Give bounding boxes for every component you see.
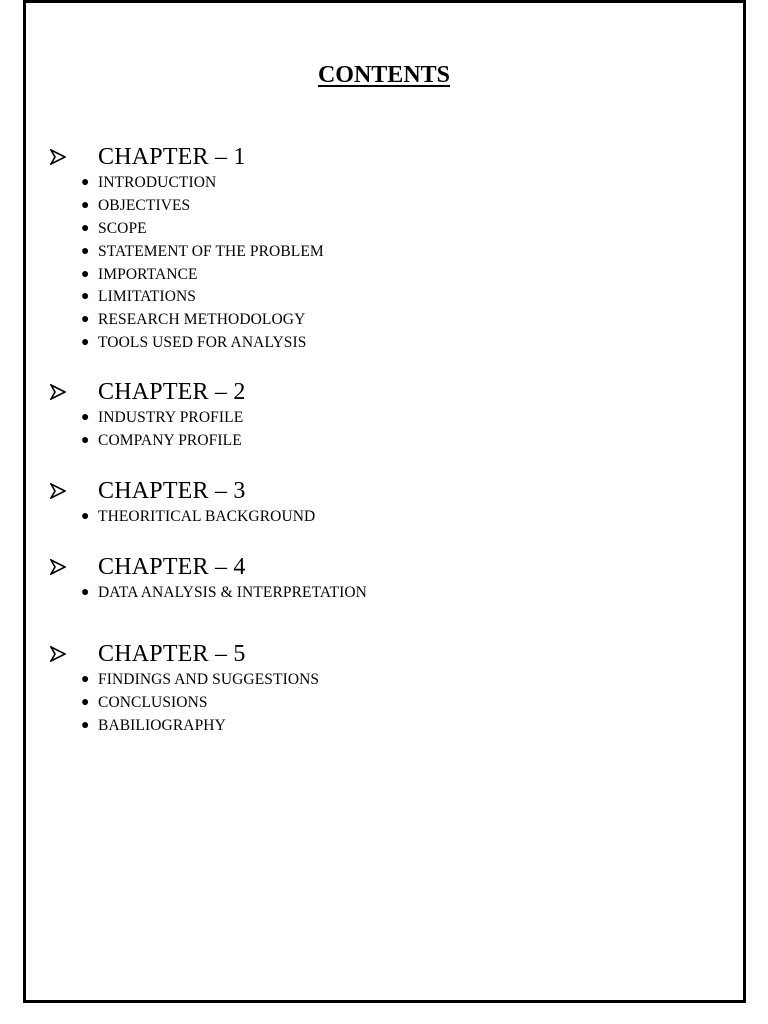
bullet-icon: ● xyxy=(81,433,90,449)
list-item: ● LIMITATIONS xyxy=(81,288,197,306)
chapter-4-section xyxy=(50,552,730,605)
page-border-shadow-bottom xyxy=(23,1002,744,1003)
bullet-icon: ● xyxy=(81,672,90,688)
chapter-title: CHAPTER – 4 xyxy=(98,553,246,580)
bullet-icon: ● xyxy=(81,175,90,191)
chapter-item-list xyxy=(50,506,730,529)
list-item: ● OBJECTIVES xyxy=(81,197,191,215)
list-item: ● COMPANY PROFILE xyxy=(81,432,242,450)
list-item: ● INDUSTRY PROFILE xyxy=(81,409,244,427)
list-item: ● THEORITICAL BACKGROUND xyxy=(81,508,316,526)
chapter-1-section xyxy=(50,142,730,354)
chapter-heading xyxy=(50,476,730,506)
list-item: ● STATEMENT OF THE PROBLEM xyxy=(81,242,324,260)
chapter-heading xyxy=(50,639,730,669)
arrowhead-bullet-icon xyxy=(50,559,98,575)
list-item: ● SCOPE xyxy=(81,219,147,237)
chapter-item-list xyxy=(50,172,730,354)
list-item: ● IMPORTANCE xyxy=(81,265,198,283)
arrowhead-bullet-icon xyxy=(50,384,98,400)
page-border-shadow-right xyxy=(743,0,744,1002)
bullet-icon: ● xyxy=(81,243,90,259)
chapter-3-section xyxy=(50,476,730,529)
list-item: ● BABILIOGRAPHY xyxy=(81,716,226,734)
chapter-item-list xyxy=(50,407,730,453)
bullet-icon: ● xyxy=(81,410,90,426)
bullet-icon: ● xyxy=(81,266,90,282)
chapter-2-section xyxy=(50,377,730,453)
arrowhead-bullet-icon xyxy=(50,483,98,499)
bullet-icon: ● xyxy=(81,289,90,305)
list-item: ● DATA ANALYSIS & INTERPRETATION xyxy=(81,584,367,602)
page-title: CONTENTS xyxy=(317,62,451,88)
arrowhead-bullet-icon xyxy=(50,149,98,165)
chapter-item-list xyxy=(50,582,730,605)
list-item: ● CONCLUSIONS xyxy=(81,694,208,712)
chapter-title: CHAPTER – 5 xyxy=(98,640,246,667)
chapter-title: CHAPTER – 3 xyxy=(98,477,246,504)
bullet-icon: ● xyxy=(81,334,90,350)
bullet-icon: ● xyxy=(81,717,90,733)
chapter-heading xyxy=(50,142,730,172)
list-item: ● INTRODUCTION xyxy=(81,174,217,192)
bullet-icon: ● xyxy=(81,509,90,525)
chapter-item-list xyxy=(50,669,730,737)
chapter-title: CHAPTER – 1 xyxy=(98,143,246,170)
bullet-icon: ● xyxy=(81,198,90,214)
bullet-icon: ● xyxy=(81,585,90,601)
bullet-icon: ● xyxy=(81,220,90,236)
chapter-heading xyxy=(50,377,730,407)
bullet-icon: ● xyxy=(81,695,90,711)
list-item: ● FINDINGS AND SUGGESTIONS xyxy=(81,671,320,689)
list-item: ● RESEARCH METHODOLOGY xyxy=(81,311,306,329)
chapter-title: CHAPTER – 2 xyxy=(98,378,246,405)
chapter-5-section xyxy=(50,639,730,737)
list-item: ● TOOLS USED FOR ANALYSIS xyxy=(81,333,307,351)
arrowhead-bullet-icon xyxy=(50,646,98,662)
chapter-heading xyxy=(50,552,730,582)
bullet-icon: ● xyxy=(81,312,90,328)
